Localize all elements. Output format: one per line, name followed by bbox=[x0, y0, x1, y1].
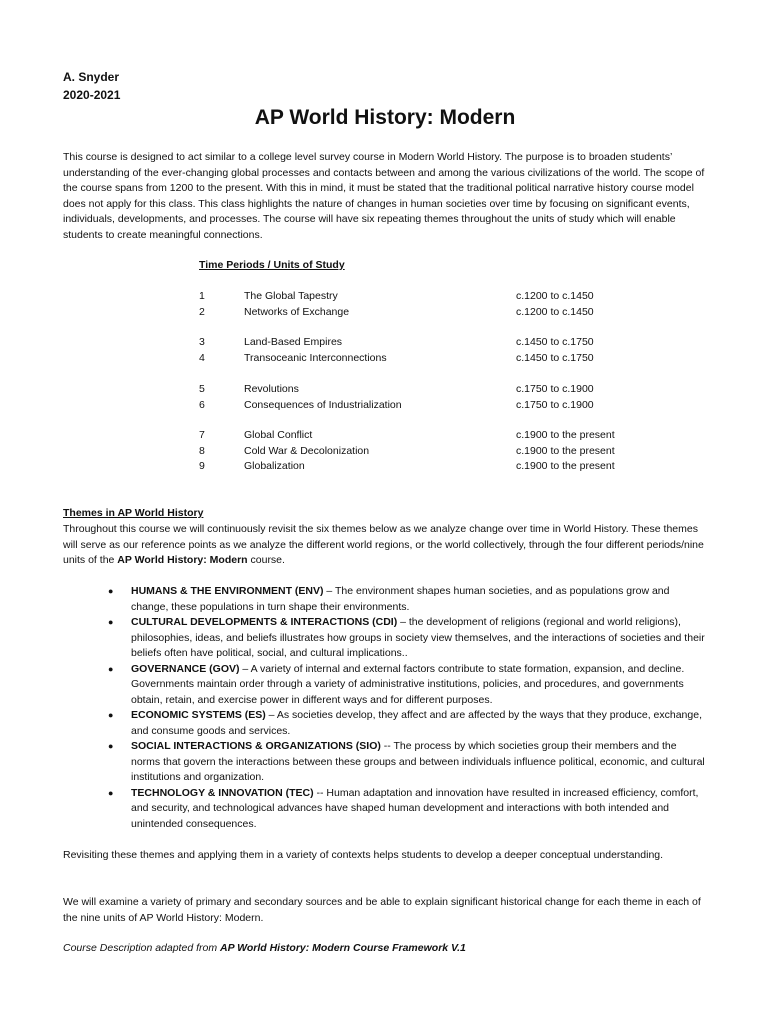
theme-item bbox=[0, 662, 706, 709]
citation-source: AP World History: Modern Course Framework V.1 bbox=[220, 942, 466, 954]
theme-description: – A variety of internal and external factors contribute to state formation, expansion, and decline. Governments maintain order through a variety of administrative institutions, policies, and procedures, and governments obtain, retain, and exercise power in different ways and for different purposes. bbox=[131, 662, 685, 706]
themes-heading: Themes in AP World History bbox=[63, 507, 204, 519]
unit-dates: c.1900 to the present bbox=[516, 429, 615, 441]
theme-name: CULTURAL DEVELOPMENTS & INTERACTIONS (CDI) bbox=[131, 616, 398, 628]
unit-name: Land-Based Empires bbox=[244, 336, 343, 348]
theme-item bbox=[0, 584, 706, 615]
unit-name: The Global Tapestry bbox=[244, 290, 338, 302]
unit-name: Consequences of Industrialization bbox=[244, 398, 402, 411]
unit-name: Transoceanic Interconnections bbox=[244, 351, 387, 364]
document-header bbox=[63, 68, 120, 104]
citation-prefix: Course Description adapted from bbox=[63, 942, 220, 954]
unit-name: Global Conflict bbox=[244, 429, 313, 441]
themes-intro-paragraph bbox=[63, 522, 708, 569]
time-periods-heading: Time Periods / Units of Study bbox=[199, 259, 345, 271]
author-name: A. Snyder bbox=[63, 70, 120, 84]
unit-name: Cold War & Decolonization bbox=[244, 444, 370, 457]
themes-intro-end: course. bbox=[247, 554, 285, 566]
intro-paragraph: This course is designed to act similar to a college level survey course in Modern World History. The purpose is to broaden students’ understanding of the ever-changing global processes and contacts between and among the various civilizations of the world. The scope of the course spans from 1200 to the present. With this in mind, it must be stated that the traditional political narrative history course model does not apply for this class. This class highlights the nature of changes in human societies over time by focusing on significant events, individuals, developments, and processes. The course will have six repeating themes throughout the units of study which will enable students to create meaningful connections. bbox=[63, 151, 705, 241]
theme-name: SOCIAL INTERACTIONS & ORGANIZATIONS (SIO) bbox=[131, 740, 381, 752]
unit-number: 8 bbox=[199, 444, 205, 457]
unit-number: 1 bbox=[199, 290, 205, 302]
unit-dates: c.1200 to c.1450 bbox=[516, 290, 594, 302]
unit-number: 2 bbox=[199, 305, 205, 318]
bullet-icon: ● bbox=[108, 663, 114, 674]
unit-name: Networks of Exchange bbox=[244, 305, 350, 318]
unit-number: 9 bbox=[199, 460, 205, 472]
school-year: 2020-2021 bbox=[63, 88, 121, 102]
theme-description: – As societies develop, they affect and are affected by the ways that they produce, exchange, and consume goods and services. bbox=[131, 709, 702, 737]
theme-name: ECONOMIC SYSTEMS (ES) bbox=[131, 709, 266, 721]
footer-citation bbox=[63, 942, 466, 954]
theme-name: HUMANS & THE ENVIRONMENT (ENV) bbox=[131, 585, 324, 597]
unit-number: 7 bbox=[199, 429, 205, 441]
theme-item bbox=[0, 708, 706, 739]
theme-description: -- The process by which societies group their members and the norms that govern the interactions between these groups and between individuals influence political, economic, and cultural institutions and organization. bbox=[131, 740, 705, 783]
themes-intro-text: Throughout this course we will continuously revisit the six themes below as we analyze change over time in World History. These themes will serve as our reference points as we analyze the different world regions, or the world collectively, through the four different periods/nine units of the bbox=[63, 523, 704, 566]
theme-item bbox=[0, 615, 706, 662]
revisit-paragraph: Revisiting these themes and applying them in a variety of contexts helps students to develop a deeper conceptual understanding. bbox=[63, 849, 664, 861]
unit-name: Revolutions bbox=[244, 383, 299, 395]
course-name: AP World History: Modern bbox=[117, 554, 248, 566]
unit-dates: c.1750 to c.1900 bbox=[516, 398, 594, 411]
theme-name: TECHNOLOGY & INNOVATION (TEC) bbox=[131, 786, 314, 799]
theme-description: – the development of religions (regional and world religions), philosophies, ideas, and beliefs illustrates how groups in society view themselves, and the interactions of societies and their beliefs often have political, social, and cultural implications.. bbox=[131, 616, 705, 659]
unit-dates: c.1450 to c.1750 bbox=[516, 336, 594, 348]
theme-name: GOVERNANCE (GOV) bbox=[131, 662, 240, 675]
unit-name: Globalization bbox=[244, 460, 305, 472]
unit-number: 6 bbox=[199, 398, 205, 411]
unit-number: 5 bbox=[199, 383, 205, 395]
bullet-icon: ● bbox=[108, 617, 114, 627]
unit-dates: c.1200 to c.1450 bbox=[516, 305, 594, 318]
unit-dates: c.1450 to c.1750 bbox=[516, 351, 594, 364]
bullet-icon: ● bbox=[108, 787, 114, 798]
unit-number: 4 bbox=[199, 351, 205, 364]
theme-description: – The environment shapes human societies, and as populations grow and change, these populations in turn shape their environments. bbox=[131, 585, 670, 613]
theme-item bbox=[0, 786, 706, 833]
page-title: AP World History: Modern bbox=[254, 106, 516, 129]
examine-paragraph: We will examine a variety of primary and secondary sources and be able to explain significant historical change for each theme in each of the nine units of AP World History: Modern. bbox=[63, 896, 701, 924]
unit-dates: c.1900 to the present bbox=[516, 460, 615, 472]
bullet-icon: ● bbox=[108, 586, 114, 596]
unit-number: 3 bbox=[199, 336, 205, 348]
unit-dates: c.1900 to the present bbox=[516, 444, 615, 457]
theme-description: -- Human adaptation and innovation have resulted in increased efficiency, comfort, and security, and technological advances have shaped human development and interactions with both intended and unintended consequences. bbox=[131, 786, 699, 830]
unit-dates: c.1750 to c.1900 bbox=[516, 383, 594, 395]
themes-list bbox=[0, 584, 770, 832]
bullet-icon: ● bbox=[108, 710, 114, 720]
bullet-icon: ● bbox=[108, 741, 114, 751]
theme-item bbox=[0, 739, 706, 786]
